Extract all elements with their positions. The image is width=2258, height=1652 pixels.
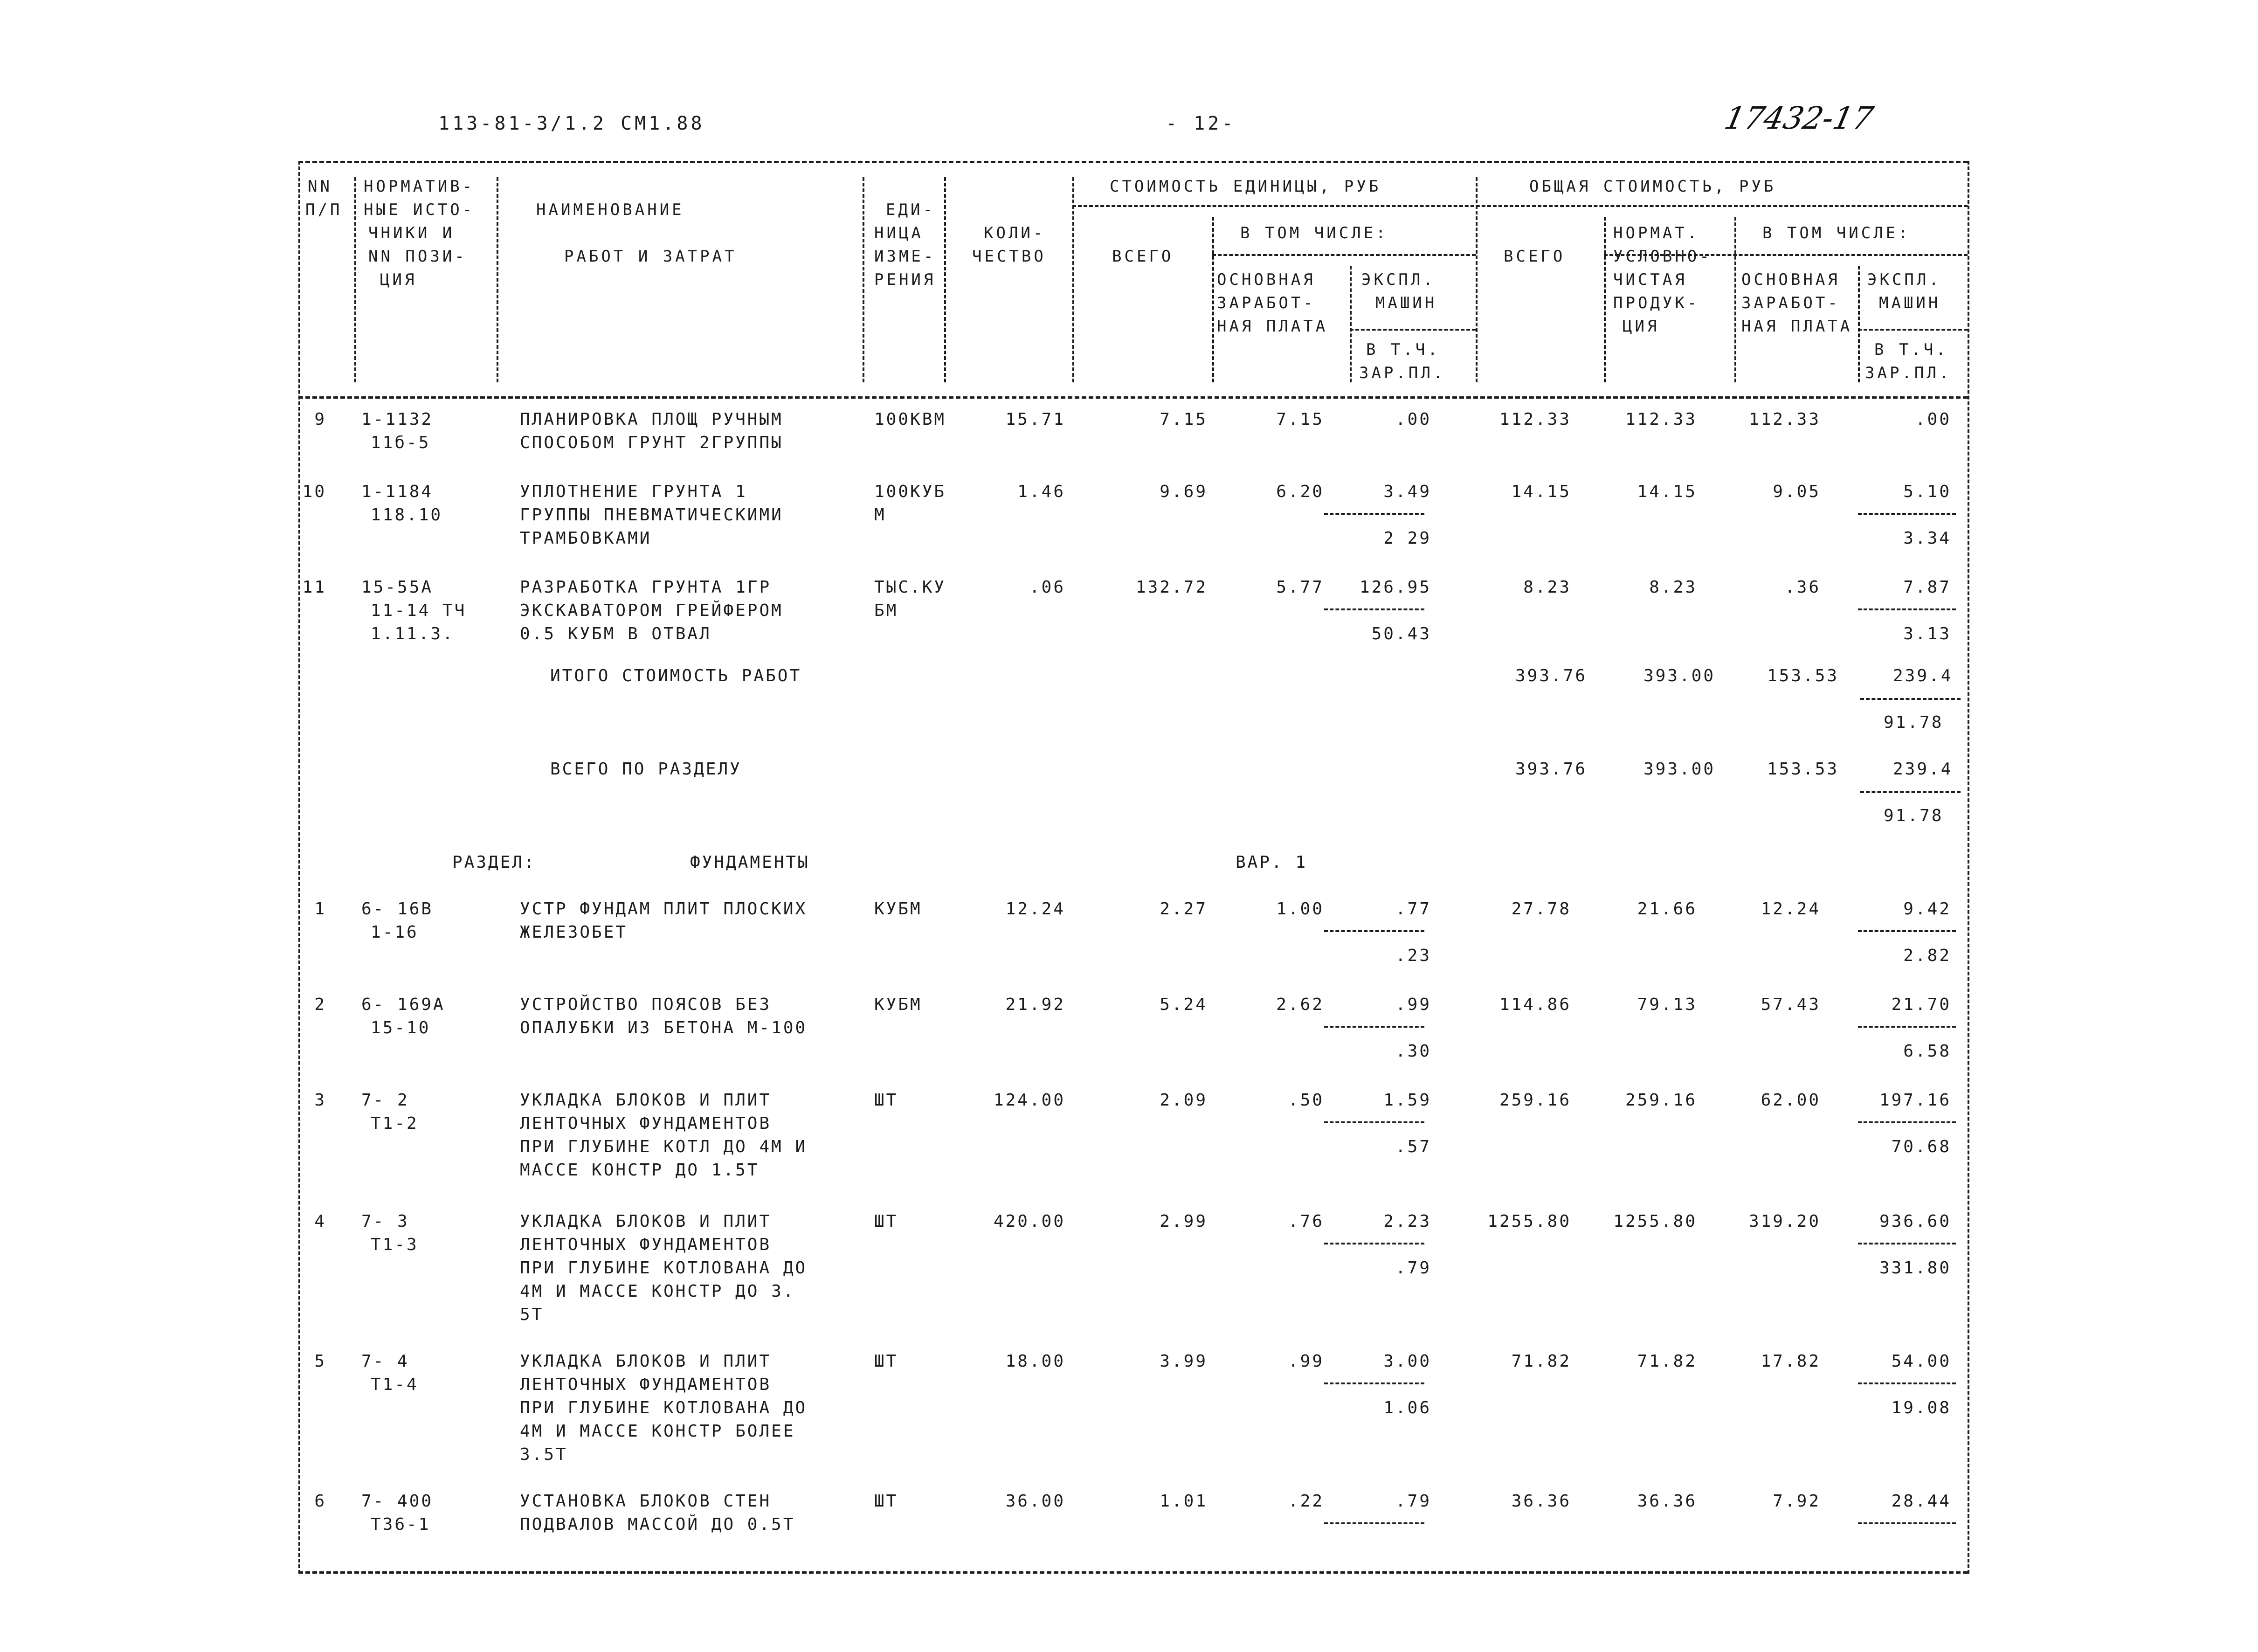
row-work-name: УКЛАДКА БЛОКОВ И ПЛИТ xyxy=(520,1091,772,1110)
header-divider xyxy=(863,177,864,382)
row-total-machine-wage: 2.82 xyxy=(1903,946,1951,965)
row-unit-total: 3.99 xyxy=(1160,1352,1208,1371)
row-unit: КУБМ xyxy=(874,995,922,1014)
row-unit: ШТ xyxy=(874,1091,898,1110)
header-divider xyxy=(1476,177,1478,382)
header-unit: РЕНИЯ xyxy=(874,270,936,289)
section-total-total: 393.76 xyxy=(1515,760,1588,779)
row-quantity: 15.71 xyxy=(1005,410,1065,429)
row-total-basic-wage: 12.24 xyxy=(1761,899,1821,919)
row-norm-code: 11б-5 xyxy=(371,433,431,452)
subtotal-mach: 239.4 xyxy=(1893,666,1953,685)
section-variant: ВАР. 1 xyxy=(1236,853,1308,872)
row-number: 5 xyxy=(314,1352,326,1371)
row-total-machine-underline xyxy=(1858,1026,1956,1028)
header-bottom-border xyxy=(298,396,1968,399)
row-unit-machine-wage: .57 xyxy=(1395,1137,1431,1156)
row-norm-product: 79.13 xyxy=(1637,995,1697,1014)
row-unit-machine-underline xyxy=(1324,1121,1424,1123)
header-unit-mach: ЭКСПЛ. xyxy=(1361,270,1436,289)
row-work-name: ОПАЛУБКИ ИЗ БЕТОНА М-100 xyxy=(520,1018,808,1037)
header-unit-basic: ОСНОВНАЯ xyxy=(1217,270,1316,289)
header-unit-incl: В ТОМ ЧИСЛЕ: xyxy=(1240,224,1388,242)
row-unit-machine-wage: 2 29 xyxy=(1383,529,1431,548)
row-unit-machine: 1.59 xyxy=(1383,1091,1431,1110)
row-total-machine: 5.10 xyxy=(1903,482,1951,501)
row-work-name: ПЛАНИРОВКА ПЛОЩ РУЧНЫМ xyxy=(520,410,783,429)
row-total-machine: 197.16 xyxy=(1879,1091,1951,1110)
row-total-machine-underline xyxy=(1858,1382,1956,1384)
row-norm-code: 1-1184 xyxy=(361,482,434,501)
section-label: РАЗДЕЛ: xyxy=(452,853,536,872)
header-total-mach-wage: ЗАР.ПЛ. xyxy=(1865,364,1952,382)
row-total-machine-wage: 70.68 xyxy=(1891,1137,1951,1156)
header-divider xyxy=(1734,217,1736,382)
section-total-norm: 393.00 xyxy=(1643,760,1716,779)
header-divider xyxy=(1858,266,1860,382)
header-norm: НОРМАТИВ- xyxy=(364,177,475,196)
table-left-border xyxy=(298,161,300,1574)
header-norm-prod: УСЛОВНО- xyxy=(1613,247,1712,266)
row-unit-machine: 2.23 xyxy=(1383,1212,1431,1231)
row-total: 259.16 xyxy=(1499,1091,1571,1110)
row-unit-basic-wage: .22 xyxy=(1288,1492,1324,1511)
header-unit-basic: НАЯ ПЛАТА xyxy=(1217,317,1328,336)
header-qty: ЧЕСТВО xyxy=(972,247,1046,266)
row-norm-product: 8.23 xyxy=(1649,578,1697,597)
header-norm: ЦИЯ xyxy=(380,270,417,289)
header-unit-mach-wage: В Т.Ч. xyxy=(1366,340,1440,359)
header-subline xyxy=(1858,329,1968,331)
row-norm-code: 1-16 xyxy=(371,923,419,942)
row-total: 8.23 xyxy=(1523,578,1571,597)
row-total: 1255.80 xyxy=(1487,1212,1571,1231)
row-unit: ШТ xyxy=(874,1212,898,1231)
row-unit-machine-wage: .79 xyxy=(1395,1258,1431,1278)
section-total-underline xyxy=(1860,791,1961,793)
row-work-name: МАССЕ КОНСТР ДО 1.5Т xyxy=(520,1161,760,1180)
section-total-basic: 153.53 xyxy=(1767,760,1839,779)
row-unit: М xyxy=(874,505,886,525)
row-total: 36.36 xyxy=(1511,1492,1571,1511)
row-work-name: ЛЕНТОЧНЫХ ФУНДАМЕНТОВ xyxy=(520,1375,772,1394)
row-work-name: ПРИ ГЛУБИНЕ КОТЛ ДО 4М И xyxy=(520,1137,808,1156)
row-norm-code: 11-14 ТЧ xyxy=(371,601,467,620)
row-work-name: УСТАНОВКА БЛОКОВ СТЕН xyxy=(520,1492,772,1511)
row-work-name: ЖЕЛЕЗОБЕТ xyxy=(520,923,628,942)
row-unit-machine-underline xyxy=(1324,1382,1424,1384)
row-number: 2 xyxy=(314,995,326,1014)
row-norm-code: Т1-2 xyxy=(371,1114,419,1133)
row-unit-machine-underline xyxy=(1324,1522,1424,1524)
row-unit-machine: 126.95 xyxy=(1359,578,1431,597)
document-code: 113-81-3/1.2 СМ1.88 xyxy=(438,113,705,134)
row-total-basic-wage: 9.05 xyxy=(1773,482,1821,501)
row-unit-total: 2.99 xyxy=(1160,1212,1208,1231)
row-total-machine: 21.70 xyxy=(1891,995,1951,1014)
row-work-name: РАЗРАБОТКА ГРУНТА 1ГР xyxy=(520,578,772,597)
header-unit-cost-title: СТОИМОСТЬ ЕДИНИЦЫ, РУБ xyxy=(1110,177,1381,196)
row-unit-machine-underline xyxy=(1324,513,1424,515)
page-number: - 12- xyxy=(1166,113,1236,134)
header-norm-prod: НОРМАТ. xyxy=(1613,224,1700,242)
header-subline xyxy=(1072,205,1968,207)
row-unit-basic-wage: .50 xyxy=(1288,1091,1324,1110)
header-total-cost-title: ОБЩАЯ СТОИМОСТЬ, РУБ xyxy=(1529,177,1776,196)
row-total-machine: 936.60 xyxy=(1879,1212,1951,1231)
row-total: 27.78 xyxy=(1511,899,1571,919)
row-unit-machine: .79 xyxy=(1395,1492,1431,1511)
row-work-name: УСТРОЙСТВО ПОЯСОВ БЕЗ xyxy=(520,995,772,1014)
row-norm-product: 14.15 xyxy=(1637,482,1697,501)
header-divider xyxy=(1604,217,1606,382)
row-norm-product: 21.66 xyxy=(1637,899,1697,919)
row-unit-total: 2.27 xyxy=(1160,899,1208,919)
row-quantity: 12.24 xyxy=(1005,899,1065,919)
row-unit-machine: 3.49 xyxy=(1383,482,1431,501)
row-total-basic-wage: 319.20 xyxy=(1748,1212,1821,1231)
header-divider xyxy=(944,177,946,382)
row-unit-basic-wage: .99 xyxy=(1288,1352,1324,1371)
row-total-machine: 54.00 xyxy=(1891,1352,1951,1371)
row-norm-code: Т36-1 xyxy=(371,1515,431,1534)
row-norm-code: 1-1132 xyxy=(361,410,434,429)
row-unit: БМ xyxy=(874,601,898,620)
row-unit: ТЫС.КУ xyxy=(874,578,946,597)
header-total-total: ВСЕГО xyxy=(1504,247,1566,266)
row-quantity: 124.00 xyxy=(993,1091,1065,1110)
subtotal-basic: 153.53 xyxy=(1767,666,1839,685)
row-unit-total: 7.15 xyxy=(1160,410,1208,429)
header-divider xyxy=(1212,217,1214,382)
row-norm-product: 36.36 xyxy=(1637,1492,1697,1511)
row-unit-machine-wage: 1.06 xyxy=(1383,1398,1431,1417)
row-norm-code: Т1-3 xyxy=(371,1235,419,1254)
row-total-machine-underline xyxy=(1858,1243,1956,1244)
row-total-basic-wage: .36 xyxy=(1784,578,1821,597)
row-total-machine-wage: 19.08 xyxy=(1891,1398,1951,1417)
row-total-machine-wage: 331.80 xyxy=(1879,1258,1951,1278)
subtotal-label: ИТОГО СТОИМОСТЬ РАБОТ xyxy=(550,666,802,685)
header-unit: ЕДИ- xyxy=(886,200,935,219)
subtotal-total: 393.76 xyxy=(1515,666,1588,685)
row-unit-machine: 3.00 xyxy=(1383,1352,1431,1371)
row-unit-machine-underline xyxy=(1324,930,1424,932)
row-unit-machine-underline xyxy=(1324,1026,1424,1028)
row-unit-machine-wage: .30 xyxy=(1395,1042,1431,1061)
row-norm-product: 112.33 xyxy=(1625,410,1697,429)
row-work-name: 5Т xyxy=(520,1305,544,1324)
row-total-machine: .00 xyxy=(1915,410,1951,429)
row-work-name: 3.5Т xyxy=(520,1445,568,1464)
row-total-basic-wage: 112.33 xyxy=(1748,410,1821,429)
row-number: 1 xyxy=(314,899,326,919)
row-work-name: ЛЕНТОЧНЫХ ФУНДАМЕНТОВ xyxy=(520,1235,772,1254)
row-norm-code: 6- 16В xyxy=(361,899,434,919)
row-number: 3 xyxy=(314,1091,326,1110)
header-norm-prod: ЦИЯ xyxy=(1623,317,1660,336)
row-total-machine-underline xyxy=(1858,1121,1956,1123)
subtotal-norm: 393.00 xyxy=(1643,666,1716,685)
row-norm-product: 71.82 xyxy=(1637,1352,1697,1371)
row-unit: 100КВМ xyxy=(874,410,946,429)
section-total-mach-wage: 91.78 xyxy=(1884,806,1944,825)
row-unit-machine: .00 xyxy=(1395,410,1431,429)
header-unit-mach-wage: ЗАР.ПЛ. xyxy=(1359,364,1446,382)
row-quantity: 420.00 xyxy=(993,1212,1065,1231)
table-right-border xyxy=(1968,161,1969,1574)
header-norm: ЧНИКИ И xyxy=(368,224,455,242)
row-total: 112.33 xyxy=(1499,410,1571,429)
header-total-mach-wage: В Т.Ч. xyxy=(1874,340,1948,359)
row-unit-machine-wage: 50.43 xyxy=(1371,624,1431,643)
row-work-name: УПЛОТНЕНИЕ ГРУНТА 1 xyxy=(520,482,747,501)
row-total-basic-wage: 17.82 xyxy=(1761,1352,1821,1371)
header-total-incl: В ТОМ ЧИСЛЕ: xyxy=(1762,224,1911,242)
row-norm-code: 15-55А xyxy=(361,578,434,597)
row-unit-total: 5.24 xyxy=(1160,995,1208,1014)
row-total-machine-wage: 3.13 xyxy=(1903,624,1951,643)
section-total-label: ВСЕГО ПО РАЗДЕЛУ xyxy=(550,760,742,779)
row-quantity: .06 xyxy=(1029,578,1065,597)
row-work-name: УКЛАДКА БЛОКОВ И ПЛИТ xyxy=(520,1352,772,1371)
row-total: 114.86 xyxy=(1499,995,1571,1014)
row-total: 14.15 xyxy=(1511,482,1571,501)
row-work-name: ЛЕНТОЧНЫХ ФУНДАМЕНТОВ xyxy=(520,1114,772,1133)
row-quantity: 1.46 xyxy=(1017,482,1065,501)
row-work-name: 4М И МАССЕ КОНСТР ДО 3. xyxy=(520,1282,795,1301)
row-total-machine: 28.44 xyxy=(1891,1492,1951,1511)
row-unit: КУБМ xyxy=(874,899,922,919)
row-unit: ШТ xyxy=(874,1492,898,1511)
header-unit: ИЗМЕ- xyxy=(874,247,936,266)
row-unit-machine-wage: .23 xyxy=(1395,946,1431,965)
header-total-mach: МАШИН xyxy=(1879,294,1941,312)
header-subline xyxy=(1212,254,1476,256)
section-name: ФУНДАМЕНТЫ xyxy=(690,853,810,872)
table-bottom-border xyxy=(298,1571,1968,1574)
header-norm-prod: ПРОДУК- xyxy=(1613,294,1700,312)
row-number: 9 xyxy=(314,410,326,429)
header-divider xyxy=(1350,266,1352,382)
row-quantity: 36.00 xyxy=(1005,1492,1065,1511)
row-quantity: 18.00 xyxy=(1005,1352,1065,1371)
row-work-name: УКЛАДКА БЛОКОВ И ПЛИТ xyxy=(520,1212,772,1231)
row-unit-basic-wage: 2.62 xyxy=(1276,995,1324,1014)
header-unit-mach: МАШИН xyxy=(1375,294,1437,312)
row-work-name: СПОСОБОМ ГРУНТ 2ГРУППЫ xyxy=(520,433,783,452)
row-work-name: ТРАМБОВКАМИ xyxy=(520,529,652,548)
row-norm-code: 7- 2 xyxy=(361,1091,409,1110)
row-norm-product: 259.16 xyxy=(1625,1091,1697,1110)
header-total-basic: ЗАРАБОТ- xyxy=(1741,294,1840,312)
header-unit-basic: ЗАРАБОТ- xyxy=(1217,294,1316,312)
row-total-machine-underline xyxy=(1858,930,1956,932)
table-top-border xyxy=(298,161,1968,163)
header-total-basic: ОСНОВНАЯ xyxy=(1741,270,1840,289)
header-total-basic: НАЯ ПЛАТА xyxy=(1741,317,1853,336)
row-norm-code: 6- 169А xyxy=(361,995,445,1014)
row-total-machine: 7.87 xyxy=(1903,578,1951,597)
row-work-name: ЭКСКАВАТОРОМ ГРЕЙФЕРОМ xyxy=(520,601,783,620)
row-work-name: ПОДВАЛОВ МАССОЙ ДО 0.5Т xyxy=(520,1515,795,1534)
row-unit-basic-wage: 6.20 xyxy=(1276,482,1324,501)
row-unit-total: 2.09 xyxy=(1160,1091,1208,1110)
header-nn: П/П xyxy=(305,200,343,219)
row-total-basic-wage: 62.00 xyxy=(1761,1091,1821,1110)
row-unit-basic-wage: 1.00 xyxy=(1276,899,1324,919)
row-norm-code: 7- 4 xyxy=(361,1352,409,1371)
header-divider xyxy=(497,177,498,382)
row-work-name: ГРУППЫ ПНЕВМАТИЧЕСКИМИ xyxy=(520,505,783,525)
row-total-machine-underline xyxy=(1858,1522,1956,1524)
row-total-machine-underline xyxy=(1858,608,1956,610)
row-total-machine-underline xyxy=(1858,513,1956,515)
row-total-machine: 9.42 xyxy=(1903,899,1951,919)
row-norm-code: 7- 3 xyxy=(361,1212,409,1231)
header-name: РАБОТ И ЗАТРАТ xyxy=(564,247,737,266)
row-number: 4 xyxy=(314,1212,326,1231)
header-subline xyxy=(1350,329,1476,331)
row-work-name: ПРИ ГЛУБИНЕ КОТЛОВАНА ДО xyxy=(520,1258,808,1278)
row-unit-total: 132.72 xyxy=(1135,578,1208,597)
row-work-name: УСТР ФУНДАМ ПЛИТ ПЛОСКИХ xyxy=(520,899,808,919)
row-work-name: ПРИ ГЛУБИНЕ КОТЛОВАНА ДО xyxy=(520,1398,808,1417)
row-unit-total: 9.69 xyxy=(1160,482,1208,501)
row-unit-basic-wage: 7.15 xyxy=(1276,410,1324,429)
row-norm-code: 1.11.3. xyxy=(371,624,455,643)
row-number: 10 xyxy=(302,482,326,501)
header-norm-prod: ЧИСТАЯ xyxy=(1613,270,1687,289)
row-number: 6 xyxy=(314,1492,326,1511)
subtotal-underline xyxy=(1860,698,1961,700)
row-work-name: 0.5 КУБМ В ОТВАЛ xyxy=(520,624,711,643)
row-unit-basic-wage: 5.77 xyxy=(1276,578,1324,597)
row-norm-product: 1255.80 xyxy=(1613,1212,1697,1231)
header-norm: НЫЕ ИСТО- xyxy=(364,200,475,219)
header-divider xyxy=(1072,177,1074,382)
row-unit-machine: .77 xyxy=(1395,899,1431,919)
row-unit: 100КУБ xyxy=(874,482,946,501)
row-norm-code: 118.10 xyxy=(371,505,443,525)
header-unit: НИЦА xyxy=(874,224,924,242)
header-nn: NN xyxy=(308,177,332,196)
row-work-name: 4М И МАССЕ КОНСТР БОЛЕЕ xyxy=(520,1422,795,1441)
header-qty: КОЛИ- xyxy=(984,224,1046,242)
row-unit-basic-wage: .76 xyxy=(1288,1212,1324,1231)
row-unit-machine-underline xyxy=(1324,608,1424,610)
row-total-machine-wage: 6.58 xyxy=(1903,1042,1951,1061)
row-norm-code: Т1-4 xyxy=(371,1375,419,1394)
row-quantity: 21.92 xyxy=(1005,995,1065,1014)
row-norm-code: 15-10 xyxy=(371,1018,431,1037)
row-total-basic-wage: 57.43 xyxy=(1761,995,1821,1014)
row-total-basic-wage: 7.92 xyxy=(1773,1492,1821,1511)
header-unit-total: ВСЕГО xyxy=(1112,247,1174,266)
row-unit-total: 1.01 xyxy=(1160,1492,1208,1511)
subtotal-mach-wage: 91.78 xyxy=(1884,713,1944,732)
row-unit-machine: .99 xyxy=(1395,995,1431,1014)
handwritten-stamp: 17432-17 xyxy=(1721,100,1877,136)
header-divider xyxy=(354,177,356,382)
section-total-mach: 239.4 xyxy=(1893,760,1953,779)
row-unit-machine-underline xyxy=(1324,1243,1424,1244)
header-name: НАИМЕНОВАНИЕ xyxy=(536,200,684,219)
row-unit: ШТ xyxy=(874,1352,898,1371)
header-norm: NN ПОЗИ- xyxy=(368,247,467,266)
header-total-mach: ЭКСПЛ. xyxy=(1867,270,1941,289)
row-norm-code: 7- 400 xyxy=(361,1492,434,1511)
row-total: 71.82 xyxy=(1511,1352,1571,1371)
row-number: 11 xyxy=(302,578,326,597)
row-total-machine-wage: 3.34 xyxy=(1903,529,1951,548)
